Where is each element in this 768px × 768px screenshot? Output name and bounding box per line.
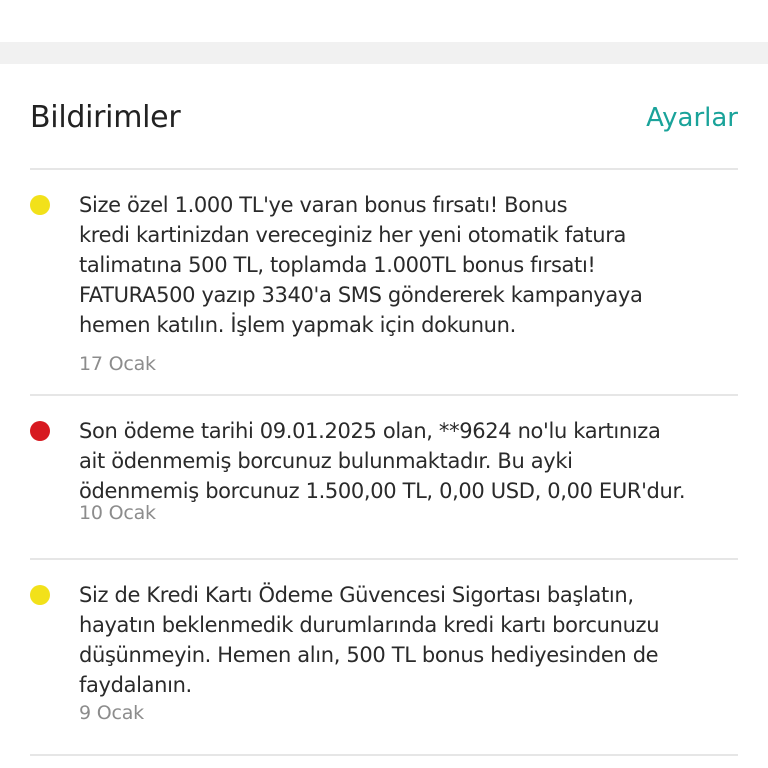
top-bar bbox=[0, 0, 768, 42]
unread-dot-icon bbox=[30, 585, 50, 605]
section-separator-band bbox=[0, 42, 768, 64]
page-title: Bildirimler bbox=[30, 100, 181, 135]
divider bbox=[30, 754, 738, 756]
notification-item[interactable] bbox=[30, 170, 738, 394]
notification-date: 9 Ocak bbox=[79, 702, 144, 724]
settings-link[interactable]: Ayarlar bbox=[646, 103, 738, 133]
notification-list bbox=[30, 168, 738, 756]
notification-message: Size özel 1.000 TL'ye varan bonus fırsatı! Bonus kredi kartinizdan vereceginiz her yeni otomatik fatura talimatına 500 TL, toplamda 1.000TL bonus fırsatı! FATURA500 yazıp 3340'a SMS göndererek kampanyaya hemen katılın. İşlem yapmak için dokunun. bbox=[79, 193, 643, 337]
notification-item[interactable] bbox=[30, 560, 738, 754]
notification-date: 10 Ocak bbox=[79, 502, 156, 524]
alert-dot-icon bbox=[30, 421, 50, 441]
notification-item[interactable] bbox=[30, 396, 738, 558]
unread-dot-icon bbox=[30, 195, 50, 215]
notification-date: 17 Ocak bbox=[79, 353, 156, 375]
notification-message: Siz de Kredi Kartı Ödeme Güvencesi Sigortası başlatın, hayatın beklenmedik durumlarında kredi kartı borcunuzu düşünmeyin. Hemen alın, 500 TL bonus hediyesinden de faydalanın. bbox=[79, 583, 660, 697]
notifications-header bbox=[30, 96, 738, 144]
notification-message: Son ödeme tarihi 09.01.2025 olan, **9624 no'lu kartınıza ait ödenmemiş borcunuz bulunmaktadır. Bu ayki ödenmemiş borcunuz 1.500,00 TL, 0,00 USD, 0,00 EUR'dur. bbox=[79, 419, 686, 503]
